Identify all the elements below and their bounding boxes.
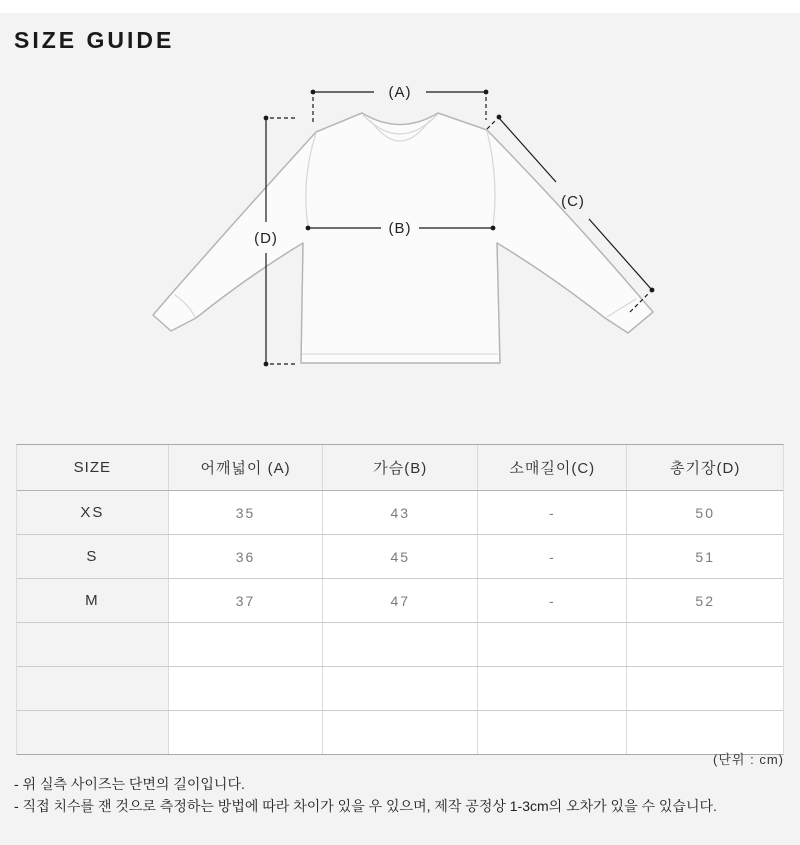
table-cell (627, 623, 782, 666)
measurement-label-b: (B) (388, 220, 412, 237)
table-cell (478, 667, 627, 710)
table-cell: - (478, 535, 627, 578)
table-cell: 35 (169, 491, 324, 534)
size-label (17, 711, 169, 754)
size-label: S (17, 535, 169, 578)
garment-diagram (0, 60, 800, 440)
column-header-size: SIZE (17, 445, 169, 490)
table-cell: - (478, 579, 627, 622)
table-cell (323, 623, 478, 666)
size-label (17, 667, 169, 710)
table-row-s (17, 535, 783, 579)
table-cell (478, 623, 627, 666)
unit-note: (단위 : cm) (713, 752, 784, 767)
table-header-row (17, 445, 783, 491)
table-cell (323, 667, 478, 710)
size-label: M (17, 579, 169, 622)
table-cell: 52 (627, 579, 782, 622)
table-row-empty (17, 711, 783, 754)
table-row-empty (17, 667, 783, 711)
table-cell (169, 667, 324, 710)
table-cell: 47 (323, 579, 478, 622)
footnote-measure-basis: - 위 실측 사이즈는 단면의 길이입니다. (14, 776, 245, 792)
table-cell: 37 (169, 579, 324, 622)
size-label (17, 623, 169, 666)
table-cell (627, 711, 782, 754)
table-cell (627, 667, 782, 710)
measurement-label-c: (C) (561, 193, 585, 210)
sweater-outline (153, 113, 653, 363)
table-cell: - (478, 491, 627, 534)
measurement-label-a: (A) (388, 84, 412, 101)
table-cell (169, 711, 324, 754)
table-cell (478, 711, 627, 754)
size-label: XS (17, 491, 169, 534)
table-cell: 36 (169, 535, 324, 578)
footnotes (14, 773, 717, 817)
table-cell: 51 (627, 535, 782, 578)
measurement-label-d: (D) (254, 230, 278, 247)
column-header-length: 총기장(D) (670, 460, 741, 477)
size-table (16, 444, 784, 755)
table-cell (169, 623, 324, 666)
table-cell: 50 (627, 491, 782, 534)
table-row-xs (17, 491, 783, 535)
table-cell (323, 711, 478, 754)
column-header-sleeve: 소매길이(C) (478, 445, 627, 490)
footnote-tolerance: - 직접 치수를 잰 것으로 측정하는 방법에 따라 차이가 있을 우 있으며, 제작 공정상 1-3cm의 오차가 있을 수 있습니다. (14, 798, 717, 814)
table-row-m (17, 579, 783, 623)
table-cell: 45 (323, 535, 478, 578)
page-title: SIZE GUIDE (14, 27, 175, 53)
table-row-empty (17, 623, 783, 667)
column-header-shoulder: 어깨넓이 (A) (169, 445, 324, 490)
column-header-chest: 가슴(B) (323, 445, 478, 490)
table-cell: 43 (323, 491, 478, 534)
